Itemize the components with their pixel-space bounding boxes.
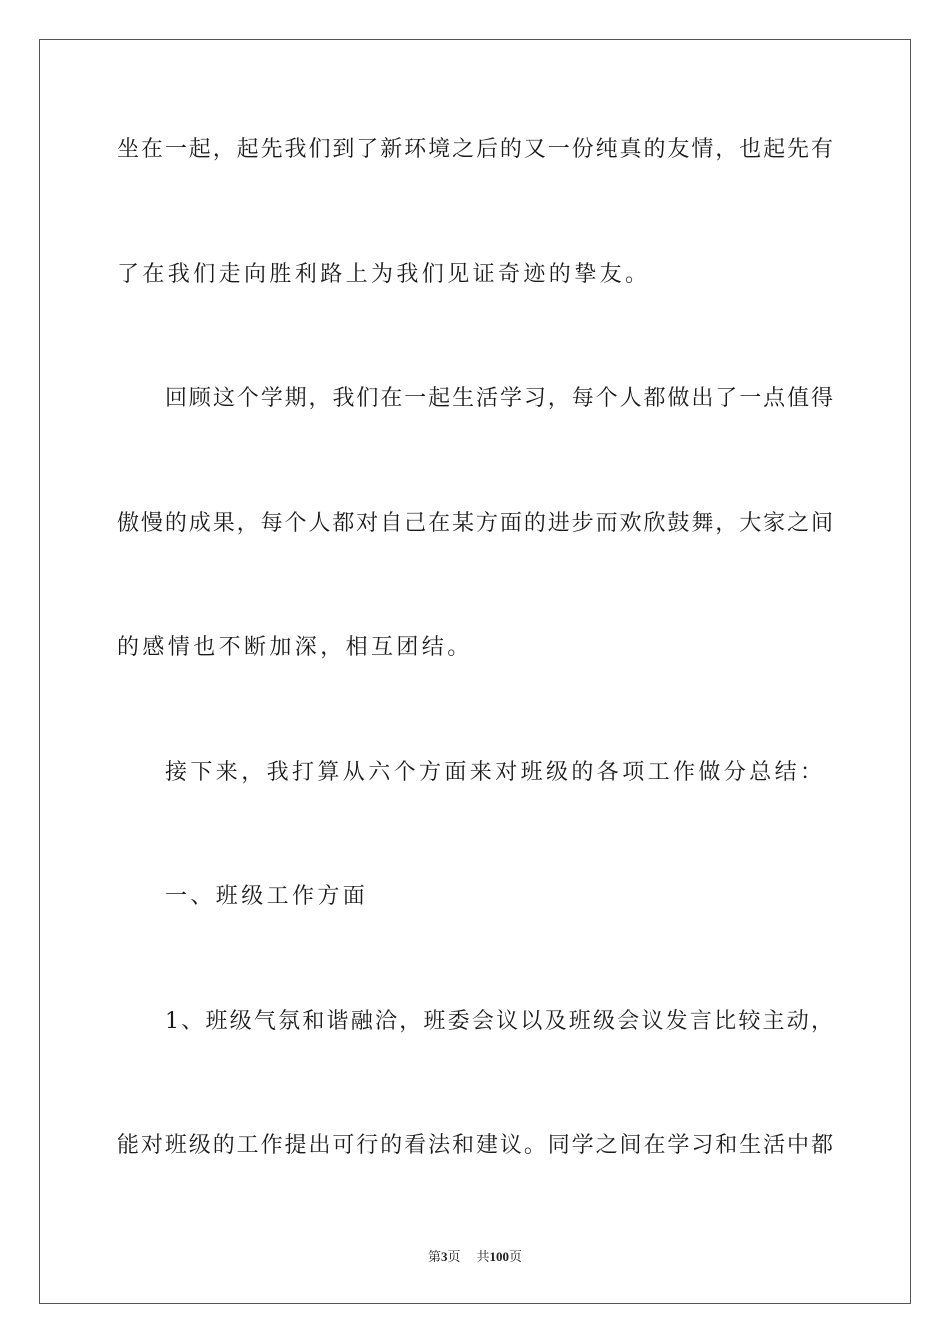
body-line-4: 傲慢的成果，每个人都对自己在某方面的进步而欢欣鼓舞，大家之间 [117,511,833,536]
footer-page-number: 3 [440,1249,448,1264]
body-line-1: 坐在一起，起先我们到了新环境之后的又一份纯真的友情，也起先有 [117,137,833,162]
page-frame [39,39,911,1304]
section-heading: 一、班级工作方面 [165,884,369,909]
footer-total-prefix: 共 [476,1249,490,1264]
footer-page-suffix: 页 [447,1249,461,1264]
footer-page-prefix: 第 [427,1249,441,1264]
footer-total-suffix: 页 [509,1249,523,1264]
body-line-9: 能对班级的工作提出可行的看法和建议。同学之间在学习和生活中都 [117,1133,833,1158]
list-item-line: 1、班级气氛和谐融洽，班委会议以及班级会议发言比较主动， [165,1009,833,1034]
body-line-2: 了在我们走向胜利路上为我们见证奇迹的挚友。 [117,262,651,287]
body-line-5: 的感情也不断加深，相互团结。 [117,635,473,660]
page-footer [0,1249,950,1265]
paragraph-start-line: 接下来，我打算从六个方面来对班级的各项工作做分总结： [165,760,826,785]
paragraph-start-line: 回顾这个学期，我们在一起生活学习，每个人都做出了一点值得 [165,386,833,411]
footer-total-pages: 100 [489,1249,510,1264]
